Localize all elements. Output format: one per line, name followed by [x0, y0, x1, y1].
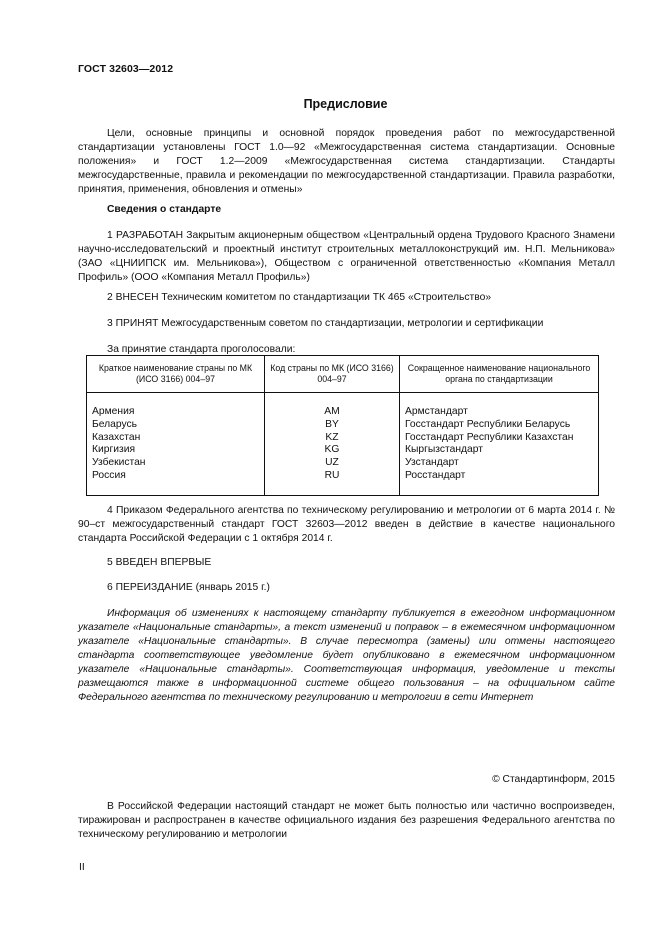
item-first-introduced: 5 ВВЕДЕН ВПЕРВЫЕ	[107, 557, 212, 568]
legal-notice: В Российской Федерации настоящий стандарт не может быть полностью или частично воспроизведен, тиражирован и распространен в качестве официального издания без разрешения Федерального агентства по техническому регулированию и метрологии	[78, 801, 615, 840]
copyright-line: © Стандартинформ, 2015	[492, 774, 615, 785]
item-order: 4 Приказом Федерального агентства по техническому регулированию и метрологии от 6 марта 2014 г. № 90–ст межгосударственный стандарт ГОСТ 32603—2012 введен в действие в качестве национального стандарта Российской Федерации с 1 октября 2014 г.	[78, 505, 615, 544]
country-code: KG	[265, 444, 400, 457]
voted-label: За принятие стандарта проголосовали:	[107, 344, 296, 355]
table-header-row	[87, 356, 599, 393]
table-row	[87, 432, 599, 445]
item-adopted-by: 3 ПРИНЯТ Межгосударственным советом по стандартизации, метрологии и сертификации	[107, 318, 544, 329]
voting-countries-table	[86, 355, 599, 496]
country-code: KZ	[265, 432, 400, 445]
country-name: Россия	[87, 470, 265, 495]
country-name: Узбекистан	[87, 457, 265, 470]
item-introduced-by: 2 ВНЕСЕН Техническим комитетом по стандартизации ТК 465 «Строительство»	[107, 292, 492, 303]
country-code: RU	[265, 470, 400, 495]
country-name: Армения	[87, 393, 265, 419]
country-name: Беларусь	[87, 419, 265, 432]
item-developed-by: 1 РАЗРАБОТАН Закрытым акционерным обществом «Центральный ордена Трудового Красного Знамени научно-исследовательский и проектный институт строительных металлоконструкций им. Н.П. Мельникова» (ЗАО «ЦНИИПСК им. Мельникова»), Обществом с ограниченной ответственностью «Компания Металл Профиль» (ООО «Компания Металл Профиль»)	[78, 230, 615, 283]
national-body: Армстандарт	[400, 393, 599, 419]
header-country-name: Краткое наименование страны по МК (ИСО 3166) 004–97	[87, 356, 265, 393]
intro-paragraph: Цели, основные принципы и основной порядок проведения работ по межгосударственной стандартизации установлены ГОСТ 1.0—92 «Межгосударственная система стандартизации. Основные положения» и ГОСТ 1.2—2009 «Межгосударственная система стандартизации. Стандарты межгосударственные, правила и рекомендации по межгосударственной стандартизации. Правила разработки, принятия, применения, обновления и отмены»	[78, 128, 615, 195]
country-name: Казахстан	[87, 432, 265, 445]
national-body: Госстандарт Республики Казахстан	[400, 432, 599, 445]
country-code: BY	[265, 419, 400, 432]
country-code: UZ	[265, 457, 400, 470]
document-code-header: ГОСТ 32603—2012	[78, 63, 174, 75]
table-row	[87, 444, 599, 457]
national-body: Росстандарт	[400, 470, 599, 495]
national-body: Кыргызстандарт	[400, 444, 599, 457]
table-row	[87, 457, 599, 470]
table-row	[87, 470, 599, 495]
header-national-body: Сокращенное наименование национального органа по стандартизации	[400, 356, 599, 393]
national-body: Госстандарт Республики Беларусь	[400, 419, 599, 432]
changes-notice: Информация об изменениях к настоящему стандарту публикуется в ежегодном информационном указателе «Национальные стандарты», а текст изменений и поправок – в ежемесячном информационном указателе «Национальные стандарты». В случае пересмотра (замены) или отмены настоящего стандарта соответствующее уведомление будет опубликовано в ежемесячном информационном указателе «Национальные стандарты». Соответствующая информация, уведомление и тексты размещаются также в информационной системе общего пользования – на официальном сайте Федерального агентства по техническому регулированию и метрологии в сети Интернет	[78, 608, 615, 703]
country-name: Киргизия	[87, 444, 265, 457]
page-title: Предисловие	[303, 97, 388, 111]
item-reissue: 6 ПЕРЕИЗДАНИЕ (январь 2015 г.)	[107, 582, 270, 593]
header-country-code: Код страны по МК (ИСО 3166) 004–97	[265, 356, 400, 393]
page-number: II	[79, 862, 85, 873]
table-row	[87, 419, 599, 432]
info-heading: Сведения о стандарте	[107, 204, 222, 215]
country-code: AM	[265, 393, 400, 419]
national-body: Узстандарт	[400, 457, 599, 470]
table-row	[87, 393, 599, 419]
